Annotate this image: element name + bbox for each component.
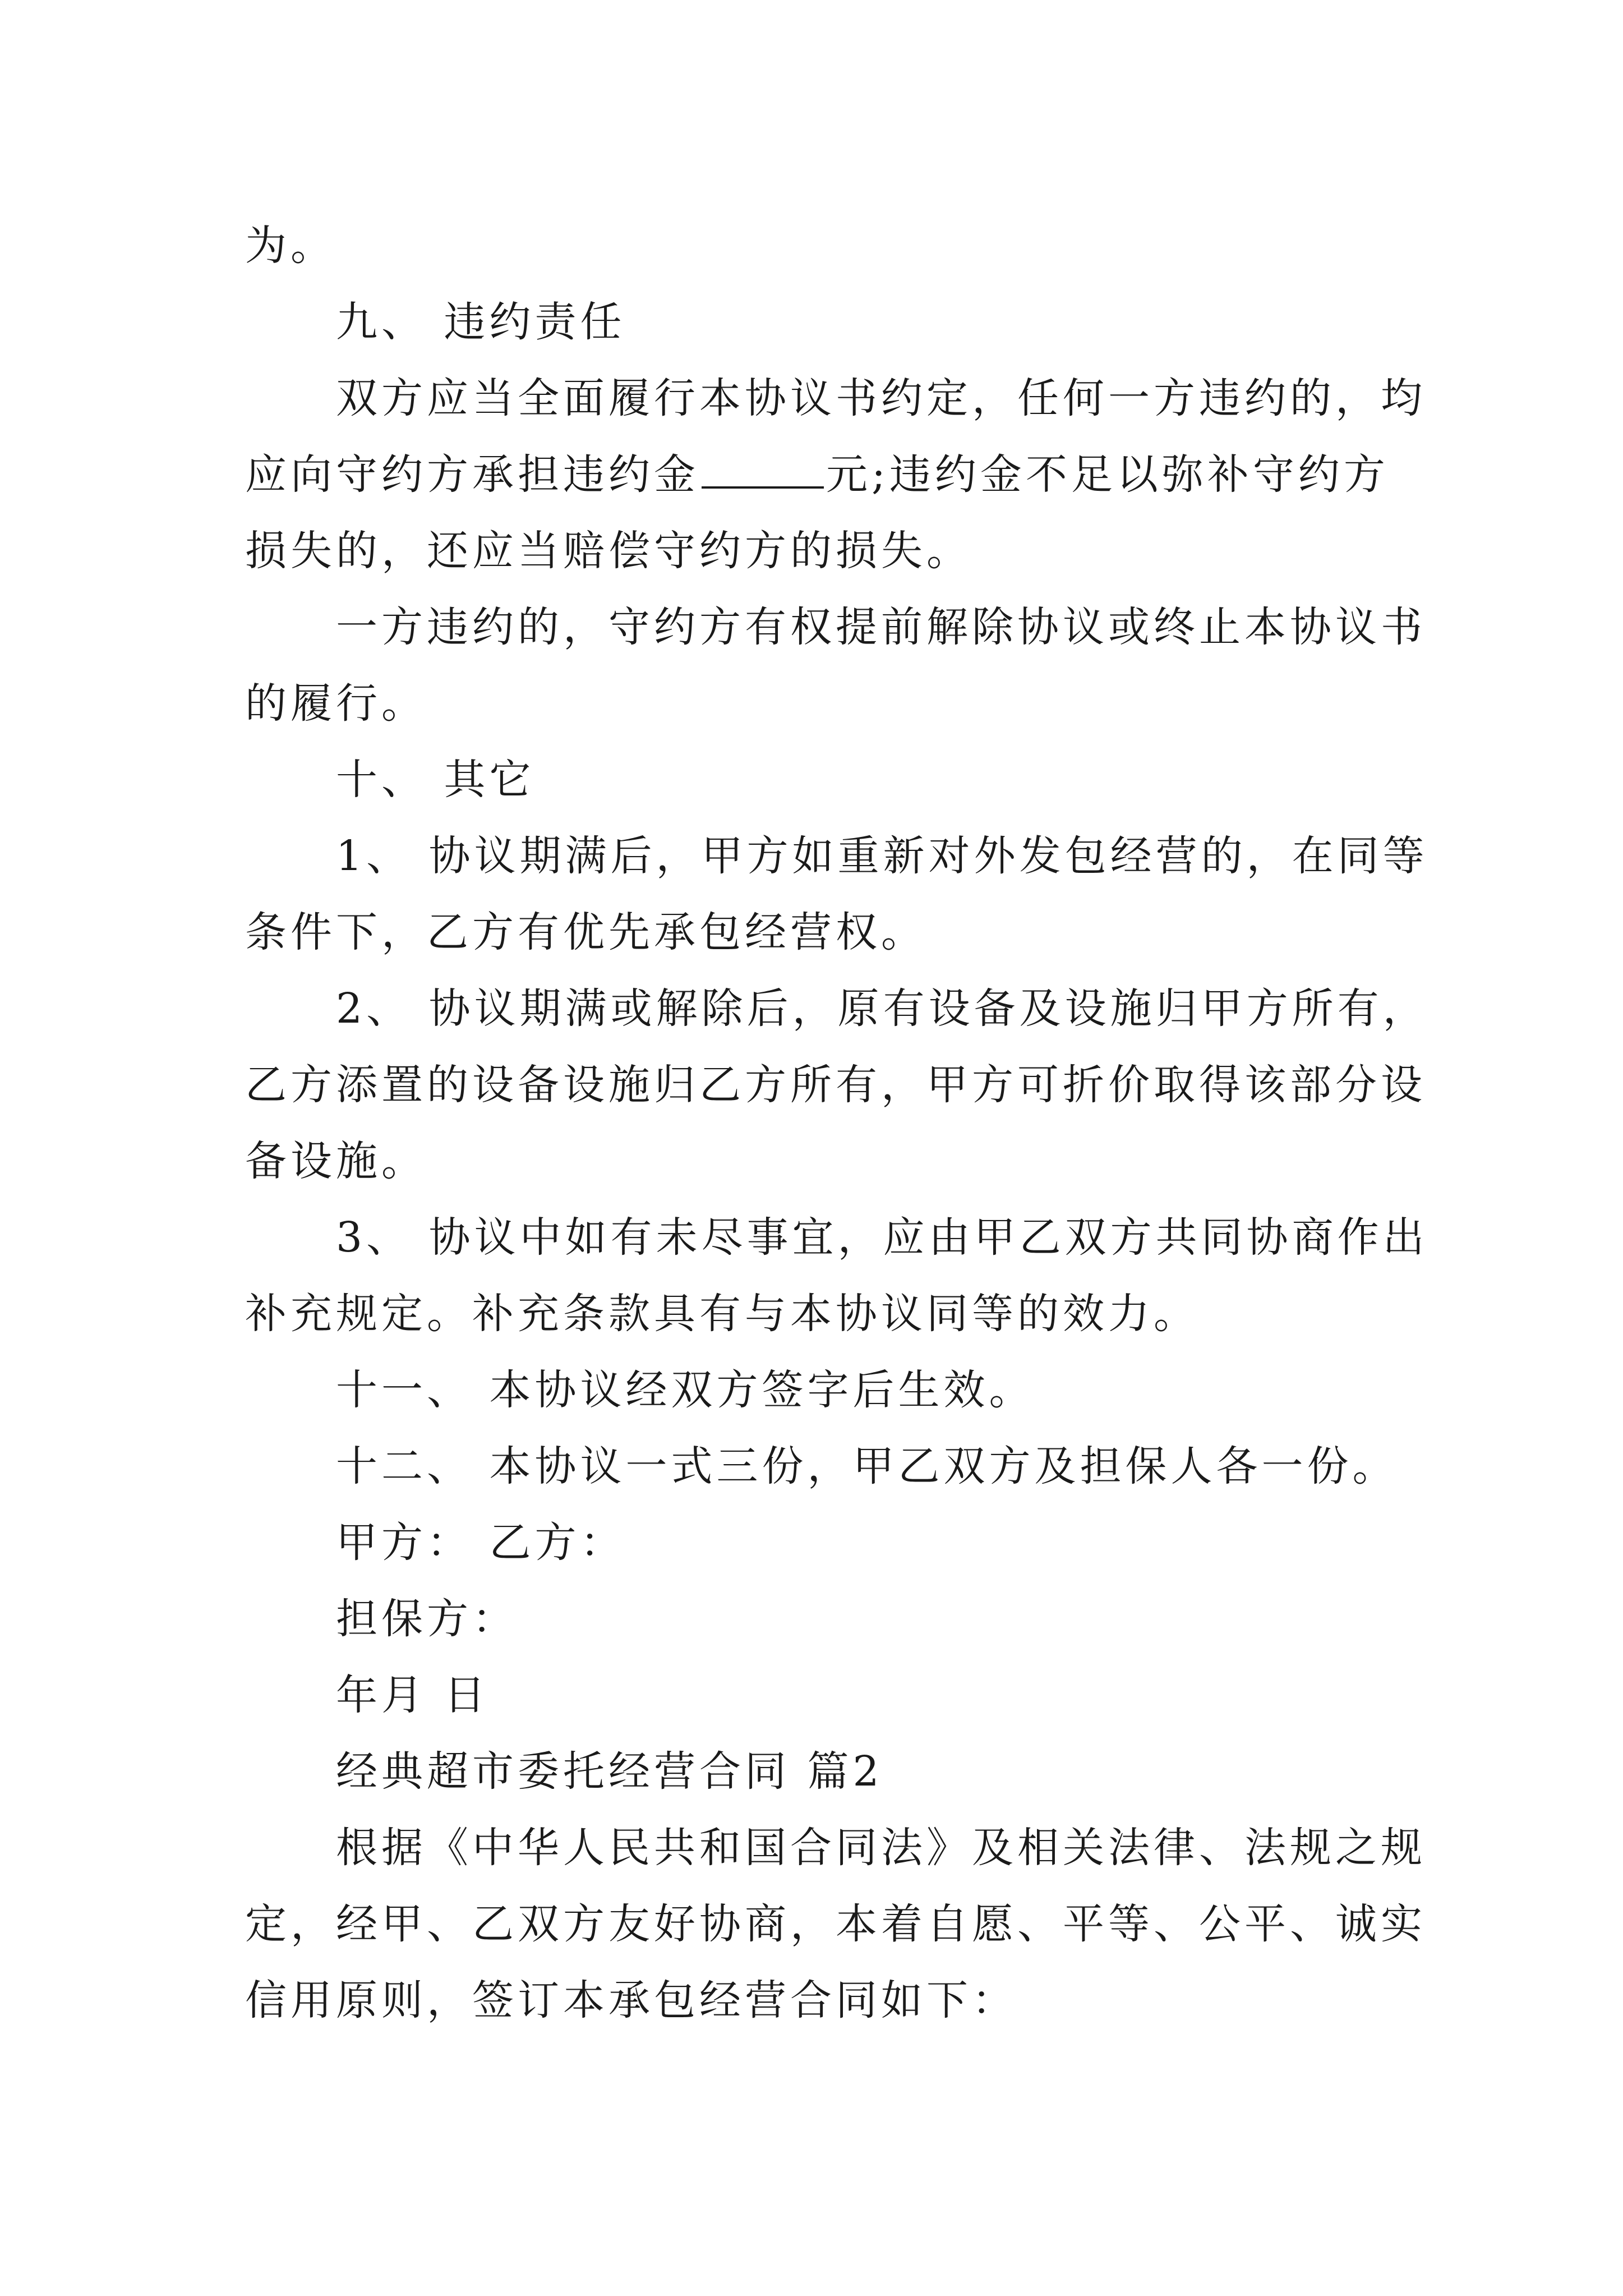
text-line: 条件下，乙方有优先承包经营权。 — [245, 908, 926, 956]
section-heading-other: 十、 其它 — [336, 756, 535, 804]
document-body — [245, 208, 1428, 2039]
text-line: 信用原则，签订本承包经营合同如下： — [245, 1976, 1017, 2024]
section-heading-breach: 九、 违约责任 — [336, 298, 626, 346]
contract-title: 经典超市委托经营合同 篇2 — [336, 1747, 883, 1796]
text-line: 3、 协议中如有未尽事宜，应由甲乙双方共同协商作出 — [336, 1213, 1428, 1262]
text-line: 2、 协议期满或解除后，原有设备及设施归甲方所有， — [336, 984, 1428, 1033]
text-line: 的履行。 — [245, 679, 427, 728]
text-line: 备设施。 — [245, 1137, 427, 1185]
text-line: 十二、 本协议一式三份，甲乙双方及担保人各一份。 — [336, 1442, 1398, 1490]
signature-guarantor: 担保方： — [336, 1595, 518, 1643]
text-fragment: 应向守约方承担违约金 — [245, 450, 699, 499]
text-line: 定，经甲、乙双方友好协商，本着自愿、平等、公平、诚实 — [245, 1900, 1426, 1948]
text-line-with-blank — [245, 436, 1389, 513]
signature-parties: 甲方： 乙方： — [336, 1519, 626, 1567]
text-line: 十一、 本协议经双方签字后生效。 — [336, 1366, 1035, 1414]
signature-date: 年月 日 — [336, 1671, 490, 1719]
fill-in-blank — [702, 453, 824, 489]
text-line: 根据《中华人民共和国合同法》及相关法律、法规之规 — [336, 1824, 1426, 1872]
text-line: 损失的，还应当赔偿守约方的损失。 — [245, 527, 972, 575]
text-line: 双方应当全面履行本协议书约定，任何一方违约的，均 — [336, 374, 1426, 422]
text-line: 乙方添置的设备设施归乙方所有，甲方可折价取得该部分设 — [245, 1061, 1426, 1109]
text-line: 补充规定。补充条款具有与本协议同等的效力。 — [245, 1290, 1199, 1338]
text-line: 1、 协议期满后，甲方如重新对外发包经营的，在同等 — [336, 832, 1428, 880]
text-fragment: 元;违约金不足以弥补守约方 — [826, 450, 1389, 499]
text-line: 一方违约的，守约方有权提前解除协议或终止本协议书 — [336, 603, 1426, 651]
text-line: 为。 — [245, 222, 336, 270]
